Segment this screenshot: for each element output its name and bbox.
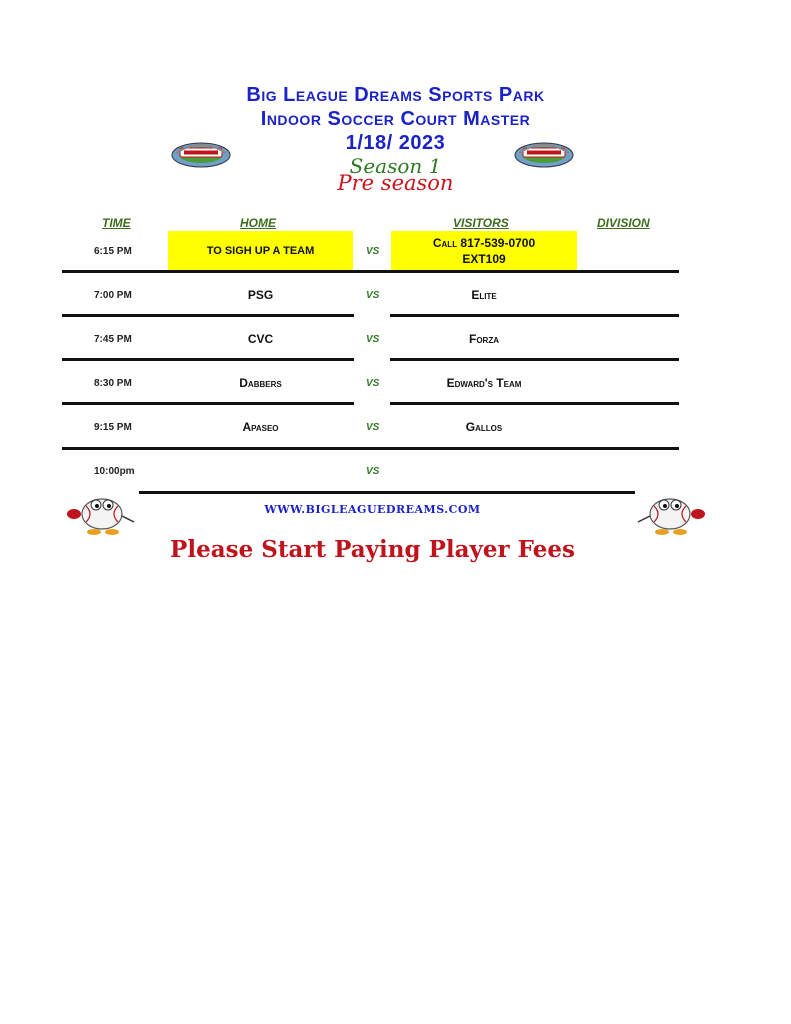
row-6-vs: VS [366,466,380,477]
row-4-time: 8:30 PM [94,378,132,389]
row-2-vs: VS [366,290,380,301]
row-1-divider [62,270,679,273]
row-5-visitors: Gallos [465,420,503,434]
row-3-divider-left [62,358,354,361]
row-5-home: Apaseo [242,420,279,434]
stadium-logo-right [513,135,575,169]
website-url: WWW.BIGLEAGUEDREAMS.COM [264,503,481,516]
row-1-visitors-ext: EXT109 [462,252,506,266]
row-2-home: PSG [247,288,274,302]
row-3-home: CVC [247,332,274,346]
row-2-time: 7:00 PM [94,290,132,301]
row-4-divider-left [62,402,354,405]
schedule-date: 1/18/ 2023 [345,132,446,154]
column-header-time: TIME [102,216,131,230]
row-1-home: TO SIGH UP A TEAM [206,245,315,257]
row-5-divider [62,447,679,450]
row-5-time: 9:15 PM [94,422,132,433]
row-3-divider-right [390,358,679,361]
column-header-division: DIVISION [597,216,650,230]
court-master-title: Indoor Soccer Court Master [260,108,531,130]
row-6-divider [139,491,635,494]
row-6-time: 10:00pm [94,466,135,477]
column-header-visitors: VISITORS [453,216,509,230]
row-2-visitors: Elite [471,288,497,302]
row-3-visitors: Forza [469,332,499,346]
row-4-home: Dabbers [239,376,282,390]
row-3-time: 7:45 PM [94,334,132,345]
row-1-visitors-phone: Call 817-539-0700 [432,236,536,250]
player-fees-notice: Please Start Paying Player Fees [170,536,575,563]
row-4-vs: VS [366,378,380,389]
row-1-time: 6:15 PM [94,246,132,257]
row-5-vs: VS [366,422,380,433]
row-2-divider-left [62,314,354,317]
row-2-divider-right [390,314,679,317]
preseason-label: Pre season [337,171,454,195]
season-label: Season 1 [349,154,442,178]
row-4-divider-right [390,402,679,405]
stadium-logo-left [170,135,232,169]
row-3-vs: VS [366,334,380,345]
row-4-visitors: Edward's Team [446,376,522,390]
row-1-vs: VS [366,246,380,257]
column-header-home: HOME [240,216,276,230]
park-title: Big League Dreams Sports Park [246,84,545,106]
